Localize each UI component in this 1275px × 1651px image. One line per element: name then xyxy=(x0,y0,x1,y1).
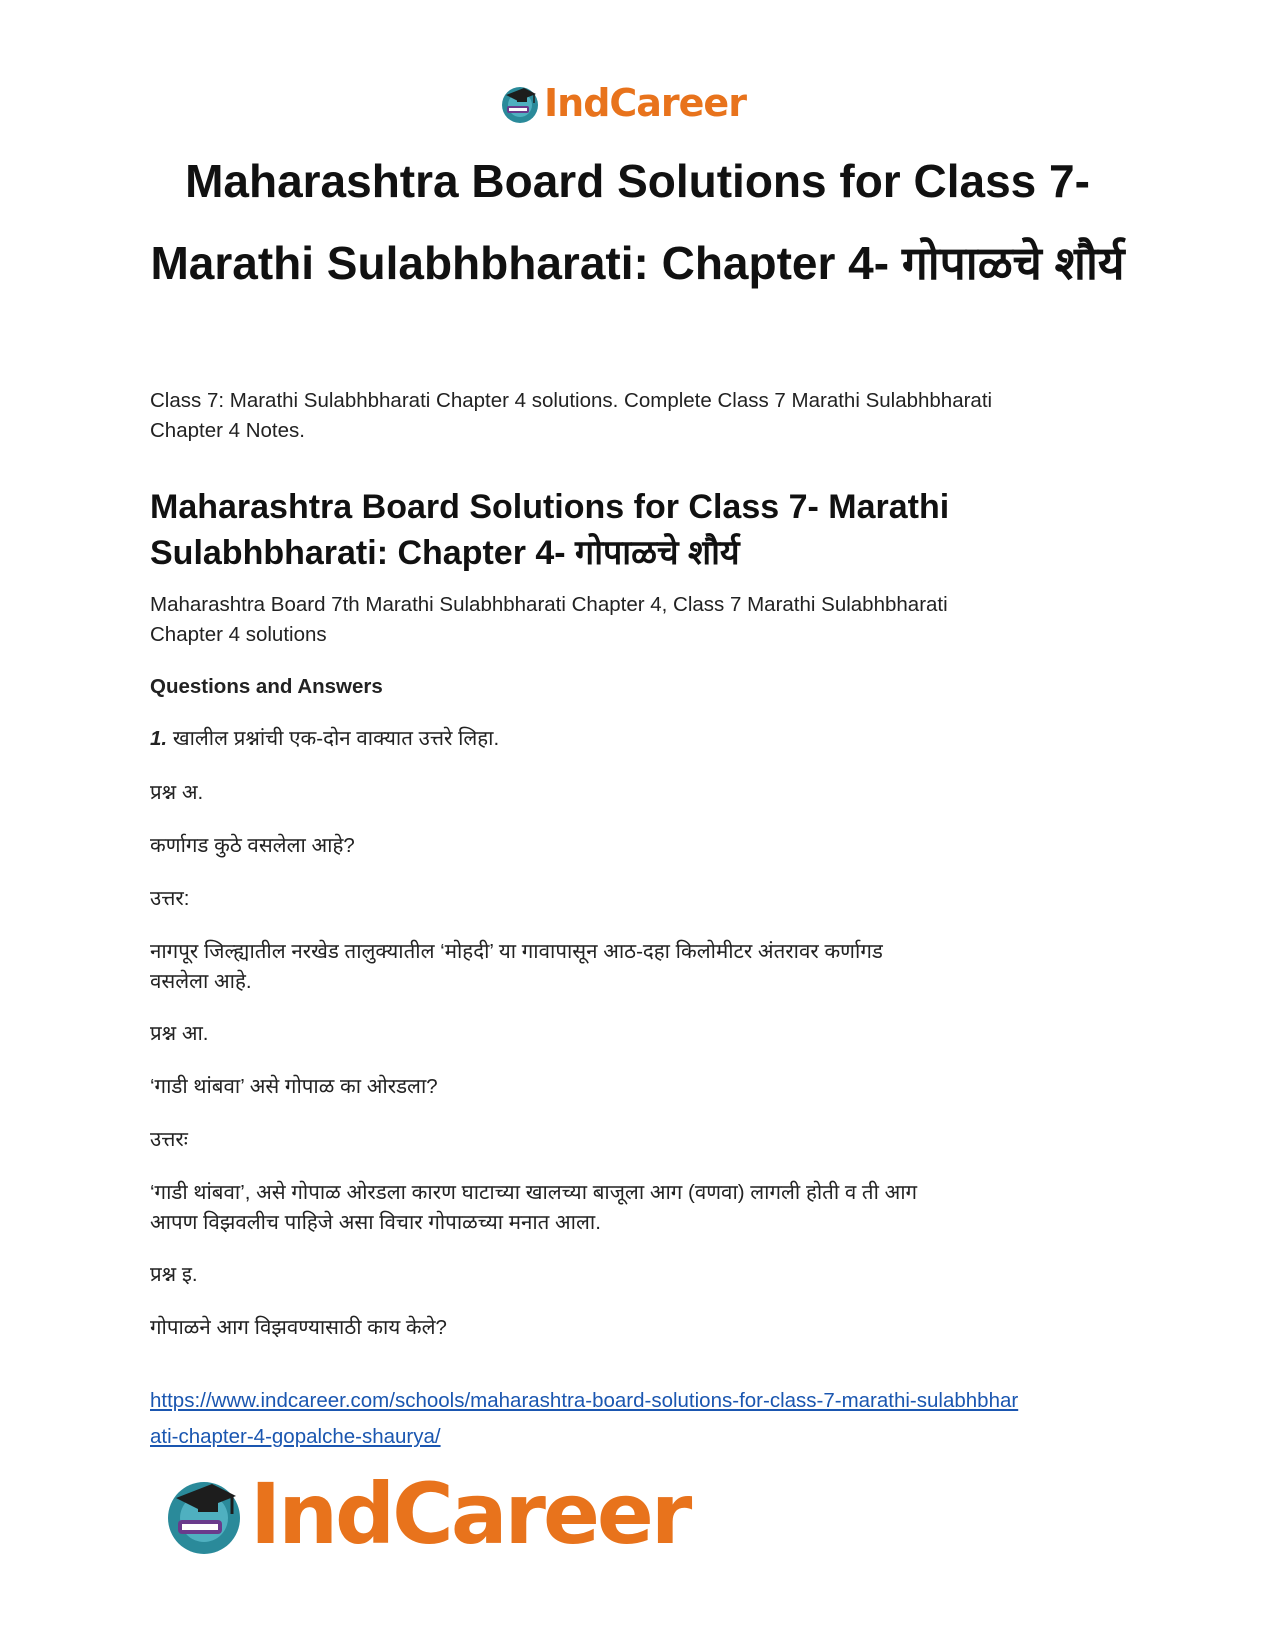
answer-b-line-1: ‘गाडी थांबवा’, असे गोपाळ ओरडला कारण घाटाच्या खालच्या बाजूला आग (वणवा) लागली होती व ती आग xyxy=(150,1181,918,1204)
question-1-text: खालील प्रश्नांची एक-दोन वाक्यात उत्तरे लिहा. xyxy=(172,727,500,750)
question-c-label: प्रश्न इ. xyxy=(150,1263,198,1286)
brand-logo-top xyxy=(498,78,746,128)
question-b-text: ‘गाडी थांबवा’ असे गोपाळ का ओरडला? xyxy=(150,1075,438,1098)
intro-line-2: Chapter 4 Notes. xyxy=(150,419,305,442)
section-heading xyxy=(150,484,1110,576)
question-1-number: 1. xyxy=(150,727,168,750)
answer-a xyxy=(150,937,1110,997)
graduation-cap-globe-icon xyxy=(498,81,542,125)
answer-b-line-2: आपण विझवलीच पाहिजे असा विचार गोपाळच्या मनात आला. xyxy=(150,1211,601,1234)
page-title-line-2: Marathi Sulabhbharati: Chapter 4- गोपाळचे शौर्य xyxy=(150,237,1125,289)
answer-a-line-1: नागपूर जिल्ह्यातील नरखेड तालुक्यातील ‘मोहदी’ या गावापासून आठ-दहा किलोमीटर अंतरावर कर्णागड xyxy=(150,940,883,963)
answer-a-line-2: वसलेला आहे. xyxy=(150,970,252,993)
brand-name-large: IndCareer xyxy=(250,1465,690,1563)
answer-b-label: उत्तरः xyxy=(150,1128,188,1151)
question-c-text: गोपाळने आग विझवण्यासाठी काय केले? xyxy=(150,1316,447,1339)
qa-heading: Questions and Answers xyxy=(150,675,383,698)
brand-name: IndCareer xyxy=(544,81,746,125)
question-1 xyxy=(150,724,1110,754)
page-title xyxy=(100,140,1175,304)
section-description xyxy=(150,590,1110,650)
section-description-line-2: Chapter 4 solutions xyxy=(150,623,327,646)
answer-b xyxy=(150,1178,1110,1238)
intro-paragraph xyxy=(150,386,1110,446)
source-link-line-2[interactable]: ati-chapter-4-gopalche-shaurya/ xyxy=(150,1425,441,1448)
answer-a-label: उत्तर: xyxy=(150,887,190,910)
brand-logo-bottom xyxy=(160,1465,690,1563)
question-b-label: प्रश्न आ. xyxy=(150,1022,209,1045)
source-link[interactable] xyxy=(150,1383,1130,1455)
page-title-line-1: Maharashtra Board Solutions for Class 7- xyxy=(185,155,1090,207)
section-heading-line-2: Sulabhbharati: Chapter 4- गोपाळचे शौर्य xyxy=(150,534,740,572)
graduation-cap-globe-icon xyxy=(160,1470,248,1558)
section-description-line-1: Maharashtra Board 7th Marathi Sulabhbharati Chapter 4, Class 7 Marathi Sulabhbharati xyxy=(150,593,948,616)
question-a-label: प्रश्न अ. xyxy=(150,781,204,804)
section-heading-line-1: Maharashtra Board Solutions for Class 7- Marathi xyxy=(150,488,950,526)
intro-line-1: Class 7: Marathi Sulabhbharati Chapter 4 solutions. Complete Class 7 Marathi Sulabhbharati xyxy=(150,389,993,412)
question-a-text: कर्णागड कुठे वसलेला आहे? xyxy=(150,834,355,857)
source-link-line-1[interactable]: https://www.indcareer.com/schools/maharashtra-board-solutions-for-class-7-marathi-sulabhbhar xyxy=(150,1389,1019,1412)
